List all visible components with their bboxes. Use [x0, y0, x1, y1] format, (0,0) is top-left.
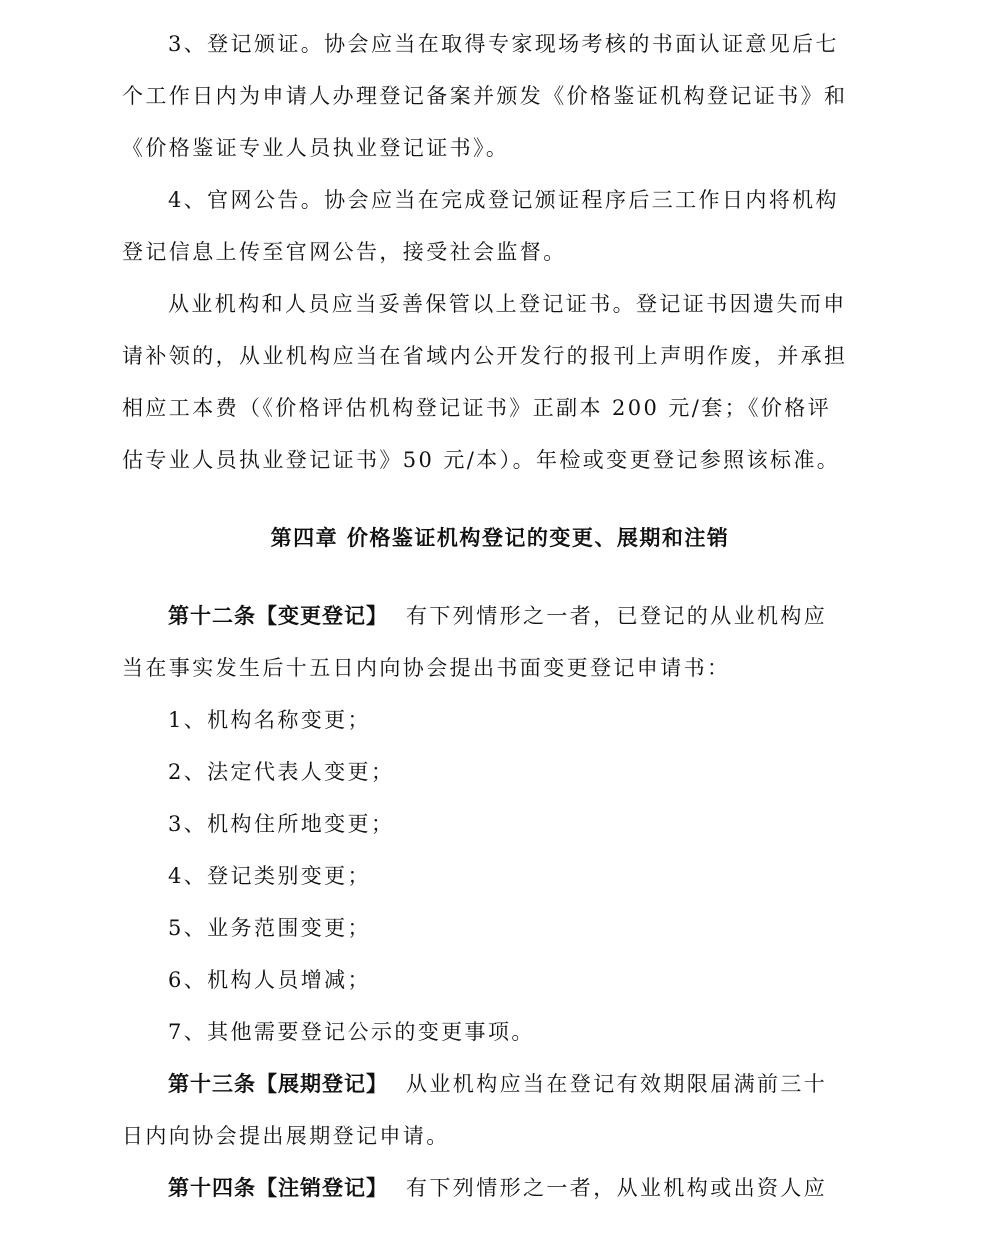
list-item: 5、业务范围变更； [168, 916, 371, 940]
article12-line-1 [168, 598, 892, 634]
article14-text: 有下列情形之一者，从业机构或出资人应 [406, 1176, 828, 1200]
list-item: 7、其他需要登记公示的变更事项。 [168, 1020, 535, 1044]
section4-line-1: 4、官网公告。协会应当在完成登记颁证程序后三工作日内将机构 [168, 188, 839, 212]
custody-line-2: 请补领的，从业机构应当在省域内公开发行的报刊上声明作废，并承担 [122, 344, 848, 368]
chapter-heading: 第四章 价格鉴证机构登记的变更、展期和注销 [270, 526, 730, 550]
section3-line-3: 《价格鉴证专业人员执业登记证书》。 [122, 136, 510, 160]
custody-line-4: 估专业人员执业登记证书》50 元/本）。年检或变更登记参照该标准。 [122, 448, 841, 472]
article13-text: 从业机构应当在登记有效期限届满前三十 [406, 1072, 828, 1096]
list-item: 4、登记类别变更； [168, 864, 371, 888]
section3-line-2: 个工作日内为申请人办理登记备案并颁发《价格鉴证机构登记证书》和 [122, 84, 848, 108]
list-item: 3、机构住所地变更； [168, 812, 395, 836]
article13-label: 第十三条【展期登记】 [168, 1072, 388, 1096]
article12-line-2: 当在事实发生后十五日内向协会提出书面变更登记申请书： [122, 656, 731, 680]
article12-label: 第十二条【变更登记】 [168, 604, 388, 628]
list-item: 6、机构人员增减； [168, 968, 371, 992]
article13-line-2: 日内向协会提出展期登记申请。 [122, 1124, 450, 1148]
list-item: 2、法定代表人变更； [168, 760, 395, 784]
article12-text: 有下列情形之一者，已登记的从业机构应 [406, 604, 828, 628]
article14-label: 第十四条【注销登记】 [168, 1176, 388, 1200]
article14-line-1 [168, 1170, 892, 1206]
section3-line-1: 3、登记颁证。协会应当在取得专家现场考核的书面认证意见后七 [168, 32, 839, 56]
custody-line-3: 相应工本费（《价格评估机构登记证书》正副本 200 元/套；《价格评 [122, 396, 832, 420]
list-item: 1、机构名称变更； [168, 708, 371, 732]
article13-line-1 [168, 1066, 892, 1102]
custody-line-1: 从业机构和人员应当妥善保管以上登记证书。登记证书因遗失而申 [168, 292, 847, 316]
section4-line-2: 登记信息上传至官网公告，接受社会监督。 [122, 240, 567, 264]
